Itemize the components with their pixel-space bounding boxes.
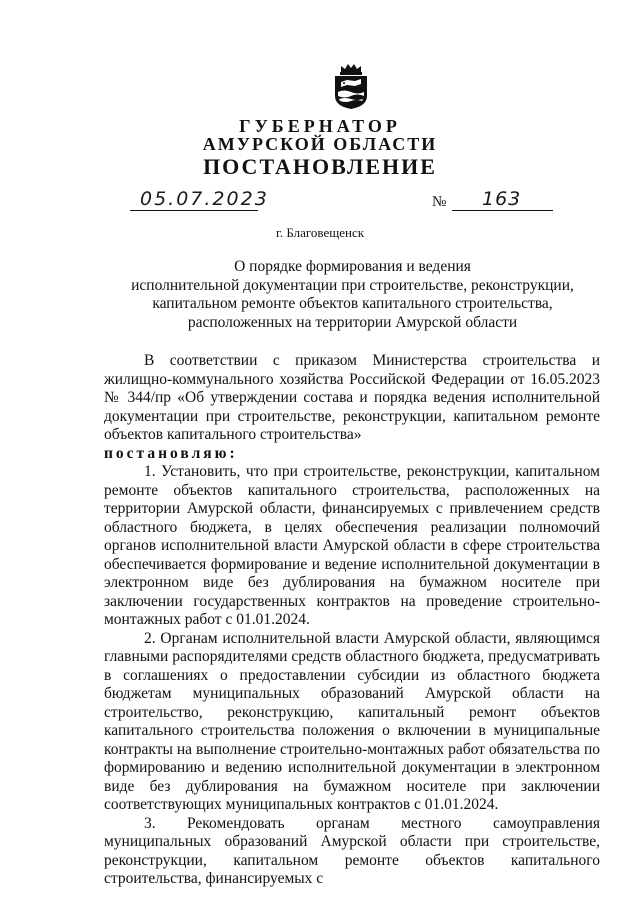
coat-of-arms-icon [327, 62, 375, 110]
document-type: ПОСТАНОВЛЕНИЕ [203, 154, 437, 179]
subject-line: расположенных на территории Амурской области [187, 313, 518, 331]
header-title-governor: ГУБЕРНАТОР [239, 116, 401, 136]
item-paragraph: 1. Установить, что при строительстве, реконструкции, капитальном ремонте объектов капитального строительства, расположенных на территории Амурской области, финансируемых с привлечением средств областного бюджета, в целях обеспечения реализации полномочий органов исполнительной власти Амурской области в сфере строительства обеспечивается формирование и ведение исполнительной документации в электронном виде без дублирования на бумажном носителе при заключении государственных контрактов на проведение строительно-монтажных работ с 01.01.2024. [104, 463, 600, 628]
header-title-region: АМУРСКОЙ ОБЛАСТИ [202, 134, 438, 154]
document-subject [100, 258, 605, 332]
handwritten-number: 163 [482, 188, 522, 210]
subject-line: капитальном ремонте объектов капитального строительства, [152, 295, 553, 312]
number-underline [452, 210, 553, 211]
subject-line: исполнительной документации при строительстве, реконструкции, [131, 276, 574, 294]
city-line: г. Благовещенск [275, 225, 365, 240]
item-paragraph: 3. Рекомендовать органам местного самоуправления муниципальных образований Амурской области при строительстве, реконструкции, капитальном ремонте объектов капитального строительства, финансируемых с [104, 814, 600, 887]
preamble-paragraph: В соответствии с приказом Министерства строительства и жилищно-коммунального хозяйства Российской Федерации от 16.05.2023 № 344/пр «Об утверждении состава и порядка ведения исполнительной документации при строительстве, реконструкции, капитальном ремонте объектов капитального строительства» [104, 352, 600, 443]
handwritten-date: 05.07.2023 [140, 188, 269, 210]
date-underline [130, 210, 258, 211]
number-label: № [432, 194, 447, 210]
item-paragraph: 2. Органам исполнительной власти Амурской области, являющимся главными распорядителями средств областного бюджета, предусматривать в соглашениях о предоставлении субсидии из областного бюджета бюджетам муниципальных образований Амурской области на строительство, реконструкцию, капитальный ремонт объектов капитального строительства положения о включении в муниципальные контракты на выполнение строительно-монтажных работ обязательства по формированию и ведению исполнительной документации в электронном виде без дублирования на бумажном носителе при заключении соответствующих муниципальных контрактов с 01.01.2024. [104, 629, 600, 813]
document-body [104, 352, 600, 889]
decree-word: постановляю: [104, 444, 238, 462]
subject-line: О порядке формирования и ведения [234, 258, 471, 275]
